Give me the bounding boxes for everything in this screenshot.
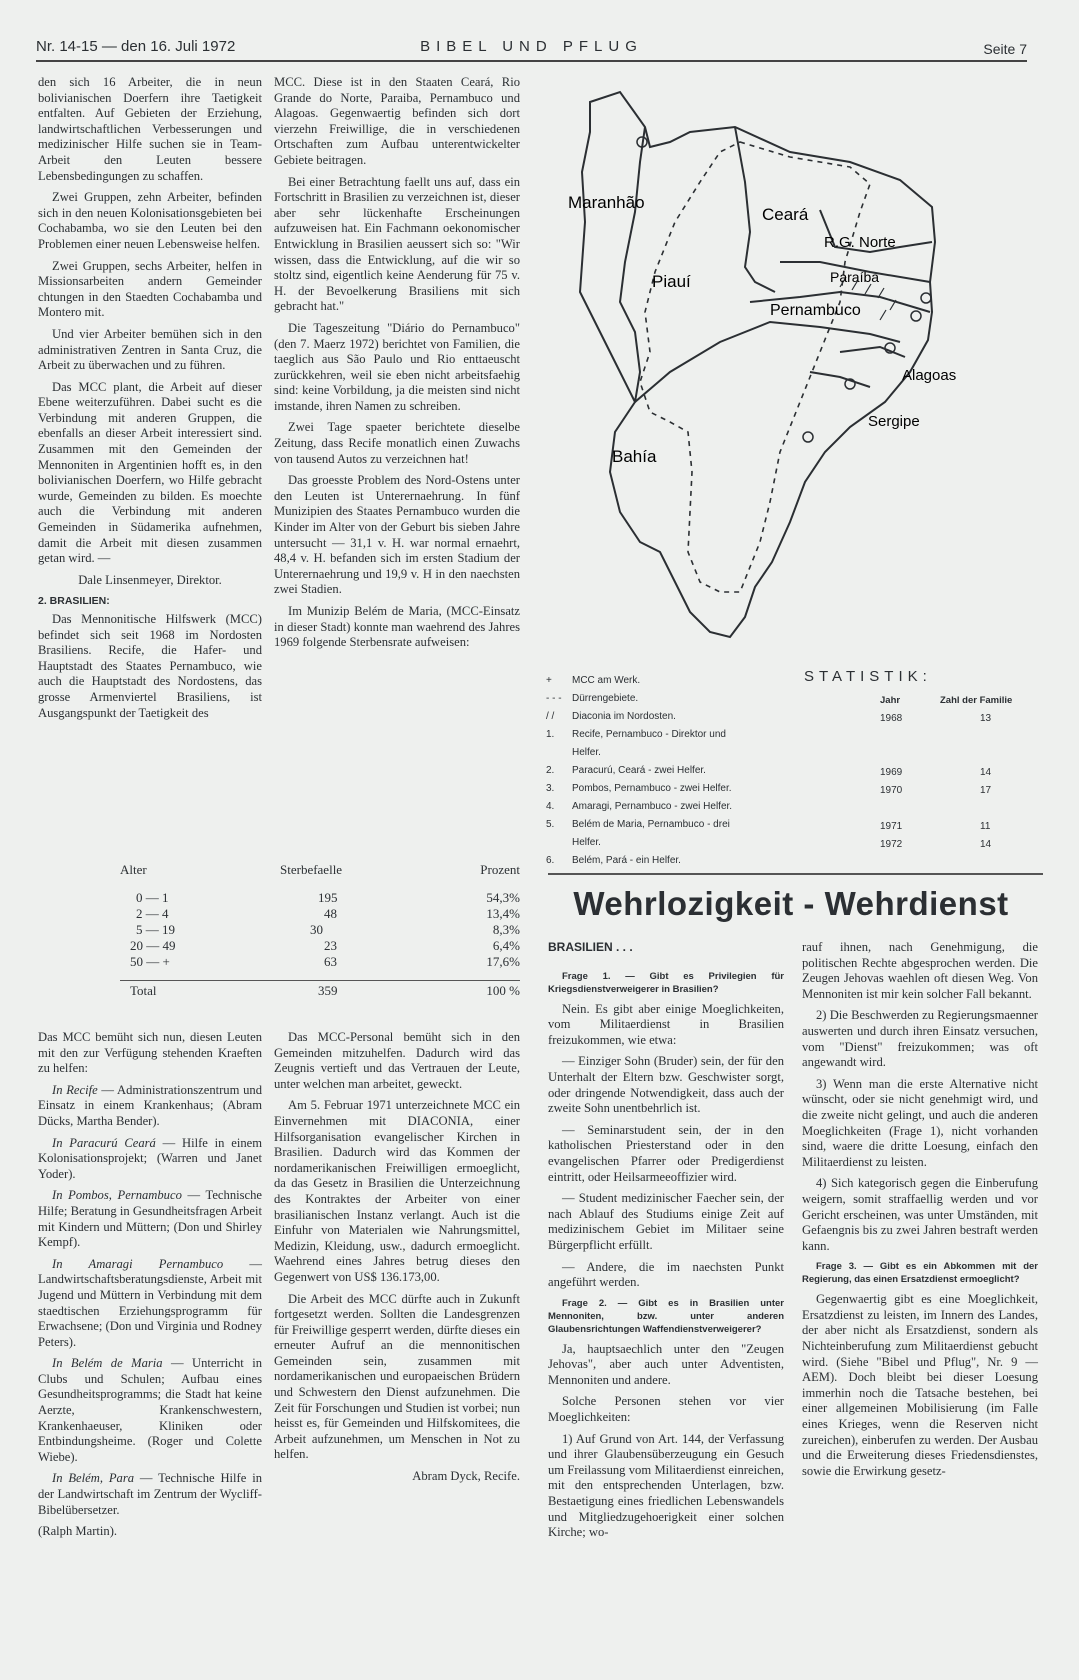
list-item: In Belém de Maria — Unterricht in Clubs und Schulen; Aufbau eines Gesundheitsprogramms; die Stadt hat keine Aerzte, Krankenschwestern, Krankenhaeuser, Kliniken oder Entbindungsheime. (Roger und Colette Wiebe). <box>38 1356 262 1464</box>
border-pernambuco-bahia <box>635 322 900 402</box>
question: Frage 1. — Gibt es Privilegien für Kriegsdienstverweigerer in Brasilien? <box>548 970 784 995</box>
table-row: 1971 11 <box>880 820 991 832</box>
divider <box>548 873 1043 875</box>
column-1-top <box>38 75 262 727</box>
signature: (Ralph Martin). <box>38 1524 118 1539</box>
legend-item: + MCC am Werk. <box>546 675 641 686</box>
table-header: Alter <box>120 862 147 877</box>
map-label-piaui: Piauí <box>652 272 691 291</box>
paragraph: Die Arbeit des MCC dürfte auch in Zukunft fortgesetzt werden. Sollten die Landesgrenzen für Freiwillige gesperrt werden, dürfte dieses ein erneuter Aufruf an die mennonitischen Gemeinden sein, zusammen mit nordamerikanischen und europaeischen Brüdern und Schwestern den Dienst aufzunehmen. Die Zeit für Forschungen und Studien ist vorbei; nun heisst es, für Gemeinden und Hilfskomitees, die Arbeit aufzunehmen, um Menschen in Not zu helfen. <box>274 1291 520 1462</box>
mortality-table <box>120 858 520 1002</box>
table-row: 5 — 19 30 8,3% <box>136 922 520 937</box>
paragraph: Das groesste Problem des Nord-Ostens unter den Leuten ist Unterernaehrung. In fünf Munizipien des Staates Pernambuco wurden die Kinder im Alter von der Geburt bis sieben Jahre untersucht — 31,1 v. H. war normal ernaehrt, 48,4 v. H. befanden sich im ersten Stadium der Unterernaehrung und 19,9 v. H in den naechsten zwei Stadien. <box>274 473 520 597</box>
legend-item: Helfer. <box>572 747 601 758</box>
article-title: Wehrlozigkeit - Wehrdienst <box>573 885 1009 922</box>
legend-item: 3. Pombos, Pernambuco - zwei Helfer. <box>546 783 732 794</box>
column-3-wehr <box>548 940 784 1547</box>
paragraph: Am 5. Februar 1971 unterzeichnete MCC ein Einvernehmen mit DIACONIA, einer Hilfsorganisation evangelischer Kirchen in Brasilien. Dadurch wird das Kommen der nordamerikanischen Freiwilligen ermoeglicht, da das Gesetz in Brasilien die Unterzeichnung des Kontraktes der Arbeiter von einer brasilianischen Instanz verlangt. Auch ist die Einfuhr von Materialen wie Nahrungsmittel, Medizin, Kleidung, usw., dadurch ermoeglicht. Waehrend eines Jahres betrug dieses den Gegenwert von US$ 136.173,00. <box>274 1098 520 1284</box>
table-row <box>880 799 1012 817</box>
paragraph: Und vier Arbeiter bemühen sich in den administrativen Zentren in Santa Cruz, die Arbeit zu überwachen und zu führen. <box>38 326 262 373</box>
paragraph: Zwei Gruppen, zehn Arbeiter, befinden sich in den neuen Kolonisationsgebieten bei Cochabamba, wo sie den Leuten bei den Problemen einer neuen Lebensweise helfen. <box>38 190 262 251</box>
paragraph: Ja, hauptsaechlich unter den "Zeugen Jehovas", aber auch unter Adventisten, Mennoniten und andere. <box>548 1341 784 1387</box>
table-row <box>880 745 1012 763</box>
table-header: Prozent <box>480 862 520 877</box>
paragraph: 3) Wenn man die erste Alternative nicht wünscht, oder sie nicht genehmigt wird, und die zweite nicht gelingt, und auch die anderen Moeglichkeiten (Frage 1), nicht vorhanden sind, waere die dritte Loesung, einfach den Militaerdienst zu leisten. <box>802 1076 1038 1169</box>
list-item: In Amaragi Pernambuco — Landwirtschaftsberatungsdienste, Arbeit mit Jugend und Müttern in Verbindung mit dem staedtischen Erziehungsprogramm für Erwachsene; (Don und Virginia und Rodney Peters). <box>38 1256 262 1349</box>
table-row: 1968 13 <box>880 712 992 724</box>
map-label-bahia: Bahía <box>612 447 657 466</box>
paragraph: Das MCC plant, die Arbeit auf dieser Ebene weiterzuführen. Dabei sucht es die Verbindung mit anderen Gruppen, die ebenfalls an dieser Arbeit interessiert sind. Zusammen mit den Gemeinden der Mennoniten in Argentinien hofft es, in den bolivianischen Doerfern, wo Hilfe gebracht wurde, Gemeinden zu bilden. Es moechte auch die Verbindung mit anderen Gemeinden in Südamerika aufnehmen, damit die Arbeit mit diesen zusammen getan wird. — <box>38 379 262 566</box>
border-maranhao-piaui <box>620 127 645 402</box>
legend-item: 6. Belém, Pará - ein Helfer. <box>546 855 681 866</box>
paragraph: Gegenwaertig gibt es eine Moeglichkeit, Ersatzdienst zu leisten, im Innern des Landes, der aber nicht als Ersatzdienst, sondern als Nichteinberufung zum Militaerdienst gebucht wird. (Siehe "Bibel und Pflug", Nr. 9 — AEM). Doch bleibt bei dieser Loesung immerhin noch die Tatsache bestehen, bei einer allgemeinen Mobilisierung (im Falle eines Krieges, wenn die Reserven nicht zureichen), einberufen zu werden. Der Ausbau und die Erweiterung dieses Friedensdienstes, sowie die Erwirkung gesetz- <box>802 1292 1038 1478</box>
paragraph: 1) Auf Grund von Art. 144, der Verfassung und ihrer Glaubensüberzeugung ein Gesuch um Freilassung vom Militaerdienst einreichen, mit den entsprechenden Unterlagen, bzw. Bestaetigung eines friedlichen Lebenswandels und Mitgliedzugehoerigkeit einer solchen Kirche; wo- <box>548 1431 784 1540</box>
paragraph: rauf ihnen, nach Genehmigung, die politischen Rechte abgesprochen werden. Die Zeugen Jehovas waehlen oft diesen Weg. Von Mennoniten ist mir kein solcher Fall bekannt. <box>802 940 1038 1001</box>
table-row: 50 — + 63 17,6% <box>130 954 520 969</box>
legend-item: / / Diaconia im Nordosten. <box>546 711 676 722</box>
table-header: Zahl der Familie <box>940 694 1013 706</box>
paragraph: Zwei Gruppen, sechs Arbeiter, helfen in Missionsarbeiten andern Gemeinder chtungen in den Staedten Cochabamba und Montero mit. <box>38 258 262 320</box>
paragraph: Das MCC bemüht sich nun, diesen Leuten mit den zur Verfügung stehenden Kraeften zu helfen: <box>38 1030 262 1076</box>
statistik-title: STATISTIK: <box>804 668 932 685</box>
table-row: 1972 14 <box>880 838 992 850</box>
issue-date: Nr. 14-15 — den 16. Juli 1972 <box>36 38 236 55</box>
table-header: Jahr <box>880 694 901 706</box>
map-legend <box>546 672 792 870</box>
table-row: 0 — 1 195 54,3% <box>136 890 520 905</box>
list-item: In Belém, Para — Technische Hilfe in der Landwirtschaft im Zentrum der Wycliff-Bibelübersetzer. <box>38 1471 262 1517</box>
paragraph: den sich 16 Arbeiter, die in neun bolivianischen Doerfern ihre Taetigkeit entfalten. Auf Gebieten der Erziehung, landwirtschaftlichen Verbesserungen und medizinischer Hilfe suchen sie in Team-Arbeit den Leuten bessere Lebensbedingungen zu schaffen. <box>38 75 262 183</box>
map-label-paraiba: Paraíba <box>830 269 880 285</box>
signature: Dale Linsenmeyer, Direktor. <box>78 572 222 587</box>
legend-item: 4. Amaragi, Pernambuco - zwei Helfer. <box>546 801 733 812</box>
paragraph: Im Munizip Belém de Maria, (MCC-Einsatz in dieser Stadt) konnte man waehrend des Jahres 1969 folgende Sterbensrate aufweisen: <box>274 604 520 650</box>
map-svg <box>540 72 1040 652</box>
table-header: Sterbefaelle <box>280 862 343 877</box>
paragraph: 2) Die Beschwerden zu Regierungsmaenner auswerten und durch ihren Einsatz versuchen, vom "Dienst" freizukommen; was oft angewandt wird. <box>802 1008 1038 1070</box>
paragraph: Zwei Tage spaeter berichtete dieselbe Zeitung, dass Recife monatlich einen Zuwachs von tausend Autos zu verzeichnen hat! <box>274 420 520 466</box>
column-4-wehr <box>802 940 1038 1485</box>
paragraph: Solche Personen stehen vor vier Moeglichkeiten: <box>548 1394 784 1425</box>
question: Frage 3. — Gibt es ein Abkommen mit der Regierung, das einen Ersatzdienst ermoeglicht? <box>802 1261 1038 1286</box>
table-row: 1969 14 <box>880 766 992 778</box>
section-heading: 2. BRASILIEN: <box>38 595 110 608</box>
column-2-bottom <box>274 1030 520 1491</box>
statistik-box <box>800 668 1030 853</box>
list-item: In Pombos, Pernambuco — Technische Hilfe; Beratung in Gesundheitsfragen Arbeit mit Kindern und Müttern; (Don und Shirley Kempf). <box>38 1188 262 1250</box>
legend-item: Helfer. <box>572 837 601 848</box>
table-row: 2 — 4 48 13,4% <box>136 906 520 921</box>
paragraph: — Einziger Sohn (Bruder) sein, der für den Unterhalt der Eltern bzw. Geschwister sorgt, oder dringende Notwendigkeit, dass auch der zweite Sohn unentbehrlich ist. <box>548 1054 784 1116</box>
newspaper-title: BIBEL UND PFLUG <box>420 38 643 55</box>
legend-item: 2. Paracurú, Ceará - zwei Helfer. <box>546 765 706 776</box>
paragraph: — Student medizinischer Faecher sein, der nach Ablauf des Studiums einige Zeit auf medizinischem Gebiet im Militaer seine Bürgerpflicht erfüllt. <box>548 1191 784 1252</box>
map-northeast-brazil <box>540 72 1040 652</box>
map-label-ceara: Ceará <box>762 205 809 224</box>
map-label-maranhao: Maranhão <box>568 193 645 212</box>
paragraph: 4) Sich kategorisch gegen die Einberufung weigern, somit straffaellig werden und vor Gericht erscheinen, was unter Umständen, mit Gefaengnis bis zu zwei Jahren bestraft werden kann. <box>802 1176 1038 1253</box>
map-outline <box>580 92 935 637</box>
map-label-sergipe: Sergipe <box>868 413 920 430</box>
paragraph: MCC. Diese ist in den Staaten Ceará, Rio Grande do Norte, Paraiba, Pernambuco und Alagoas. Gegenwaertig befinden sich dort vierzehn Freiwillige, die in verschiedenen Ortschaften zum Aufbau unterentwickelter Gebiete beitragen. <box>274 75 520 167</box>
page-number: Seite 7 <box>983 41 1027 57</box>
table-row: 20 — 49 23 6,4% <box>130 938 520 953</box>
border-sergipe <box>810 372 870 387</box>
question: Frage 2. — Gibt es in Brasilien unter Mennoniten, bzw. unter anderen Glaubensrichtungen Waffendienstverweigerer? <box>548 1297 784 1335</box>
legend-item: 1. Recife, Pernambuco - Direktor und <box>546 729 726 740</box>
paragraph: Nein. Es gibt aber einige Moeglichkeiten, vom Militaerdienst in Brasilien freizukommen, wie etwa: <box>548 1001 784 1047</box>
signature: Abram Dyck, Recife. <box>412 1469 520 1484</box>
list-item: In Paracurú Ceará — Hilfe in einem Kolonisationsprojekt; (Warren und Janet Yoder). <box>38 1135 263 1181</box>
column-2-top <box>274 75 520 657</box>
section-heading: BRASILIEN . . . <box>548 940 633 954</box>
list-item: In Recife — Administrationszentrum und Einsatz in einem Krankenhaus; (Abram Dücks, Martha Bender). <box>38 1082 263 1128</box>
paragraph: Die Tageszeitung "Diário do Pernambuco" (den 7. Maerz 1972) berichtet von Familien, die taeglich aus São Paulo und Rio enttaeuscht zurückkehren, weil sie eben nicht arbeitsfaehig sind: keine Vorbildung, ja die meisten sind nicht imstande, ihren Namen zu schreiben. <box>274 320 520 413</box>
legend-item: 5. Belém de Maria, Pernambuco - drei <box>546 819 730 830</box>
paragraph: Bei einer Betrachtung faellt uns auf, dass ein Fortschritt in Brasilien zu verzeichnen ist, dieser aber sehr lückenhafte Erscheinungen aufzuweisen hat. Ein Fachmann oekonomischer Entwicklung in Brasilien aeussert sich so: "Wir wissen, dass die Entwicklung, auf die wir so stoltz sind, eigentlich keine Aenderung für 75 v. H. der Bevoelkerung Brasiliens mit sich gebracht hat." <box>274 174 520 314</box>
table-row: 1970 17 <box>880 784 992 796</box>
map-label-alagoas: Alagoas <box>902 367 957 384</box>
page-header <box>36 34 1027 62</box>
map-label-rg-norte: R.G. Norte <box>824 234 896 251</box>
paragraph: — Andere, die im naechsten Punkt angeführt werden. <box>548 1259 784 1290</box>
paragraph: — Seminarstudent sein, der in den katholischen Priesterstand oder in den evangelischen Pfarrer oder Predigerdienst eintritt, oder Heilsarmeeoffizier wird. <box>548 1122 784 1184</box>
paragraph: Das MCC-Personal bemüht sich in den Gemeinden mitzuhelfen. Dadurch wird das Zeugnis vertieft und das Vertrauen der Leute, unter welchen man arbeitet, geweckt. <box>274 1030 520 1091</box>
table-total-row: Total 359 100 % <box>130 983 520 999</box>
drought-area-border <box>640 142 870 592</box>
legend-item: - - - Dürrengebiete. <box>546 693 639 704</box>
column-1-bottom <box>38 1030 262 1546</box>
table-row <box>880 727 1012 745</box>
paragraph: Das Mennonitische Hilfswerk (MCC) befindet sich seit 1968 im Nordosten Brasiliens. Recife, die Hafer- und Hauptstadt des Staates Pernambuco, wie auch die Hauptstadt des Nordostens, das grosse Armenviertel Brasiliens, ist Ausgangspunkt der Taetigkeit des <box>38 612 262 720</box>
map-label-pernambuco: Pernambuco <box>770 302 861 319</box>
